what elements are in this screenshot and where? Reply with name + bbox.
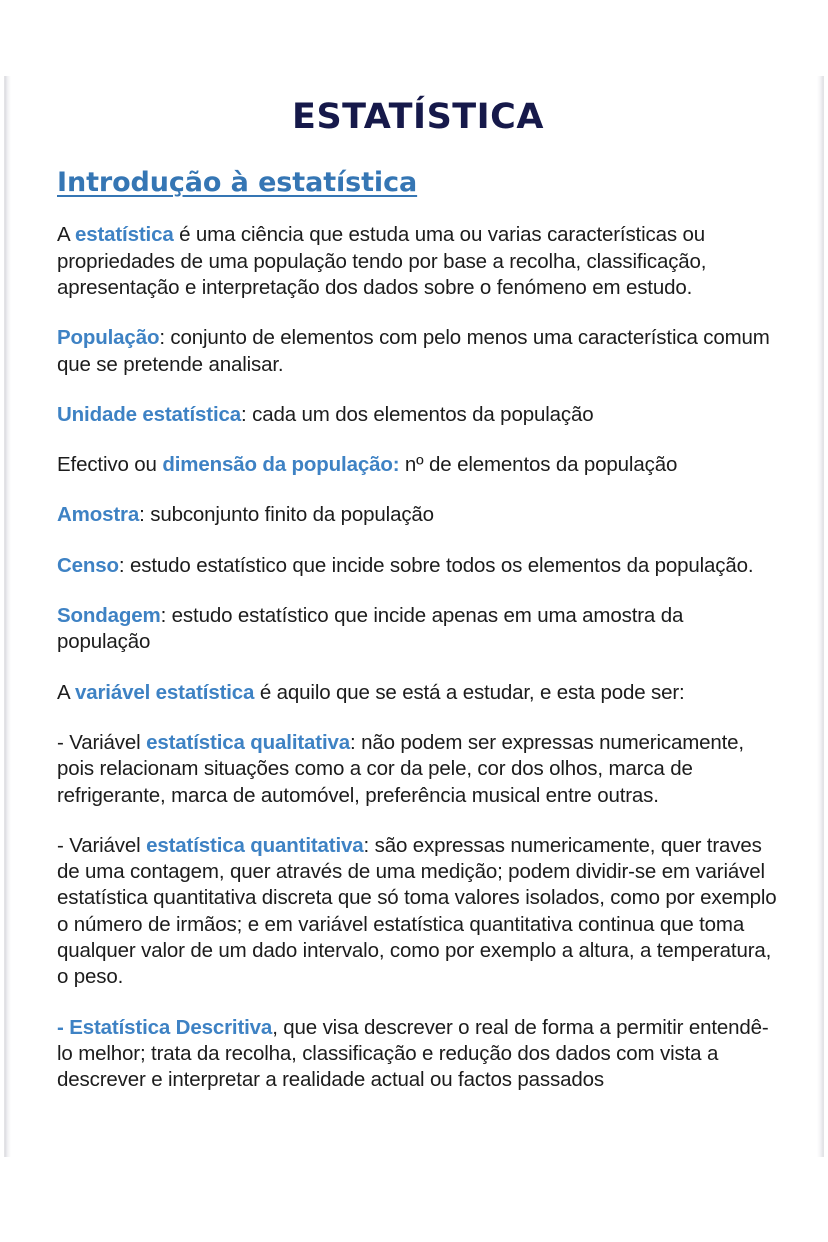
paragraph-efectivo-dimensao	[57, 452, 779, 478]
highlighted-term: Sondagem	[57, 604, 161, 628]
body-text: Efectivo ou	[57, 453, 163, 477]
document-page	[4, 76, 824, 1157]
body-text: : estudo estatístico que incide sobre todos os elementos da população.	[118, 553, 754, 577]
paragraph-list	[57, 222, 779, 1093]
paragraph-definicao-estatistica	[57, 222, 779, 301]
highlighted-term: estatística qualitativa	[146, 730, 351, 754]
highlighted-term: dimensão da população:	[162, 453, 400, 477]
body-text: A	[57, 223, 75, 247]
paragraph-sondagem	[57, 603, 779, 656]
body-text: A	[57, 680, 75, 704]
body-text: nº de elementos da população	[399, 453, 678, 477]
page-content	[5, 76, 823, 1093]
section-heading-introducao: Introdução à estatística	[57, 166, 418, 198]
paragraph-variavel-quantitativa	[57, 833, 779, 991]
highlighted-term: variável estatística	[74, 680, 255, 704]
page-title: ESTATÍSTICA	[292, 97, 544, 137]
body-text: , que visa descrever o real de forma a permitir entendê-lo melhor; trata da recolha, classificação e redução dos dados com vista a descrever e interpretar a realidade actual ou factos passados	[57, 1015, 769, 1092]
paragraph-estatistica-descritiva	[57, 1015, 779, 1094]
body-text: : são expressas numericamente, quer traves de uma contagem, quer através de uma medição; podem dividir-se em variável estatística quantitativa discreta que só toma valores isolados, como por exemplo o número de irmãos; e em variável estatística quantitativa continua que toma qualquer valor de um dado intervalo, como por exemplo a altura, a temperatura, o peso.	[57, 833, 777, 989]
paragraph-censo	[57, 553, 779, 579]
highlighted-term: - Estatística Descritiva	[57, 1015, 273, 1039]
body-text: : subconjunto finito da população	[139, 503, 434, 527]
highlighted-term: População	[57, 326, 160, 350]
highlighted-term: Amostra	[57, 503, 140, 527]
body-text: : estudo estatístico que incide apenas em uma amostra da população	[57, 604, 684, 654]
highlighted-term: estatística quantitativa	[146, 833, 364, 857]
highlighted-term: Unidade estatística	[57, 402, 241, 426]
paragraph-populacao	[57, 325, 779, 378]
paragraph-amostra	[57, 502, 779, 528]
highlighted-term: estatística	[74, 223, 174, 247]
paragraph-variavel-qualitativa	[57, 730, 779, 809]
body-text: é uma ciência que estuda uma ou varias características ou propriedades de uma população tendo por base a recolha, classificação, apresentação e interpretação dos dados sobre o fenómeno em estudo.	[57, 223, 707, 299]
body-text: : conjunto de elementos com pelo menos uma característica comum que se pretende analisar.	[57, 326, 770, 376]
highlighted-term: Censo	[57, 553, 119, 577]
body-text: é aquilo que se está a estudar, e esta pode ser:	[254, 680, 685, 704]
paragraph-variavel-estatistica	[57, 680, 779, 706]
paragraph-unidade-estatistica	[57, 402, 779, 428]
body-text: : cada um dos elementos da população	[241, 402, 594, 426]
body-text: - Variável	[57, 833, 147, 857]
body-text: - Variável	[57, 730, 147, 754]
body-text: : não podem ser expressas numericamente, pois relacionam situações como a cor da pele, cor dos olhos, marca de refrigerante, marca de automóvel, preferência musical entre outras.	[57, 730, 744, 807]
